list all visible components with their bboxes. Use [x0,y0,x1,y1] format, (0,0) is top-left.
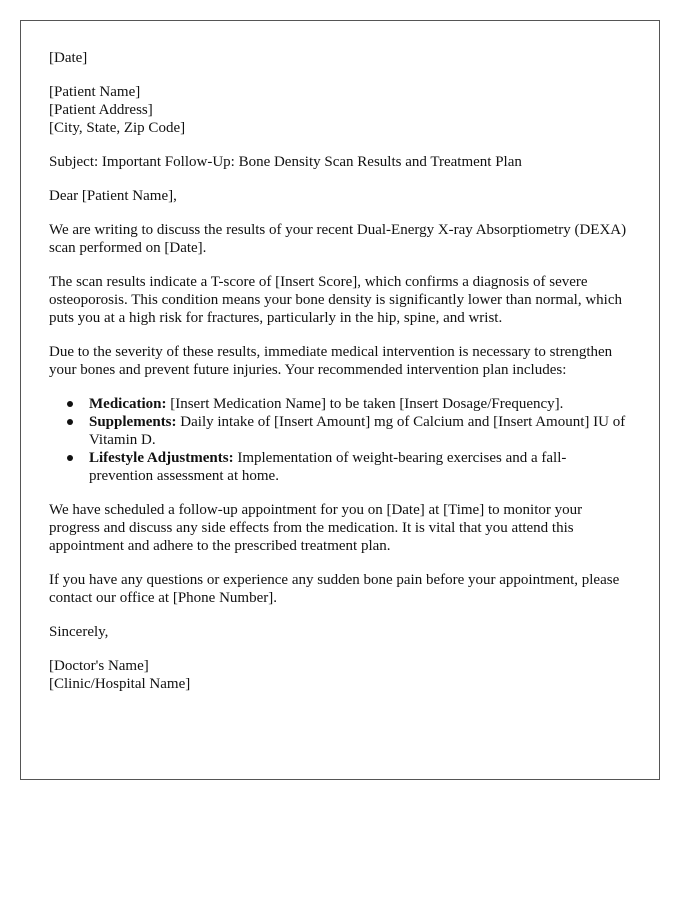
plan-item-text: [Insert Medication Name] to be taken [Insert Dosage/Frequency]. [166,396,564,412]
recipient-name: [Patient Name] [49,84,141,100]
plan-item-label: Lifestyle Adjustments: [89,450,234,466]
paragraph-plan-intro: Due to the severity of these results, immediate medical intervention is necessary to strengthen your bones and prevent future injuries. Your recommended intervention plan includes: [49,344,613,378]
letter-date: [Date] [49,50,88,66]
signature-block [49,657,629,693]
paragraph-intro: We are writing to discuss the results of your recent Dual-Energy X-ray Absorptiometry (DEXA) scan performed on [Date]. [49,222,627,256]
letter-page [20,20,660,780]
plan-item-text: Implementation of weight-bearing exercises and a fall-prevention assessment at home. [89,450,567,484]
plan-item-lifestyle [89,449,629,485]
paragraph-followup: We have scheduled a follow-up appointment for you on [Date] at [Time] to monitor your progress and discuss any side effects from the medication. It is vital that you attend this appointment and adhere to the prescribed treatment plan. [49,502,583,554]
letter-body [49,49,629,693]
plan-item-medication [89,395,629,413]
letter-closing: Sincerely, [49,624,109,640]
recipient-address-block [49,83,629,137]
intervention-plan-list [49,395,629,485]
plan-item-label: Medication: [89,396,167,412]
paragraph-results: The scan results indicate a T-score of [Insert Score], which confirms a diagnosis of severe osteoporosis. This condition means your bone density is significantly lower than normal, which puts you at a high risk for fractures, particularly in the hip, spine, and wrist. [49,274,622,326]
plan-item-label: Supplements: [89,414,177,430]
recipient-address: [Patient Address] [49,102,153,118]
plan-item-supplements [89,413,629,449]
plan-item-text: Daily intake of [Insert Amount] mg of Calcium and [Insert Amount] IU of Vitamin D. [89,414,626,448]
signature-clinic-name: [Clinic/Hospital Name] [49,676,191,692]
paragraph-contact: If you have any questions or experience any sudden bone pain before your appointment, please contact our office at [Phone Number]. [49,572,620,606]
letter-subject: Subject: Important Follow-Up: Bone Density Scan Results and Treatment Plan [49,154,522,170]
signature-doctor-name: [Doctor's Name] [49,658,149,674]
recipient-city-state-zip: [City, State, Zip Code] [49,120,186,136]
letter-salutation: Dear [Patient Name], [49,188,177,204]
